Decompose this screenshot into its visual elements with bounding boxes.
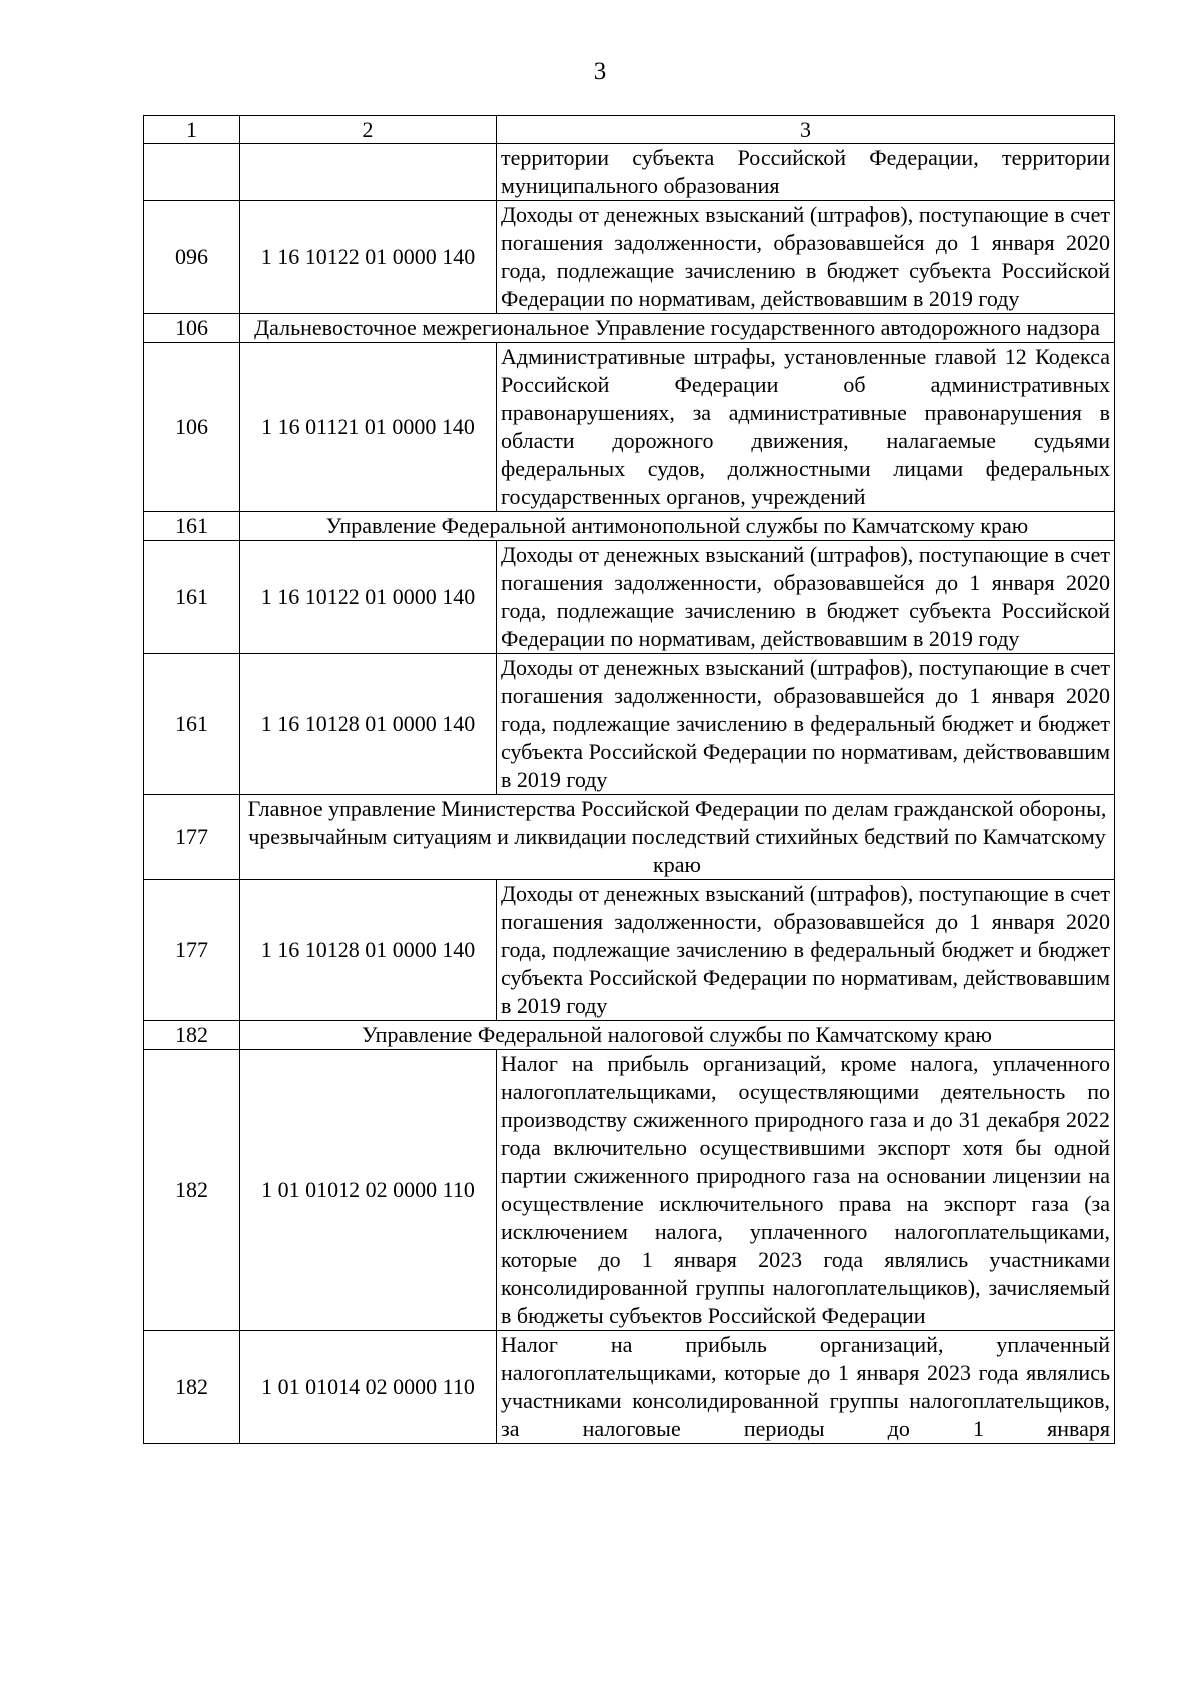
revenue-description-cell: территории субъекта Российской Федерации, территории муниципального образования bbox=[497, 144, 1115, 201]
admin-code-cell bbox=[144, 144, 240, 201]
administrator-name-cell: Управление Федеральной налоговой службы по Камчатскому краю bbox=[240, 1021, 1115, 1050]
table-row bbox=[144, 201, 1115, 314]
header-col-3: 3 bbox=[497, 116, 1115, 144]
admin-code-cell: 161 bbox=[144, 512, 240, 541]
revenue-code-cell: 1 16 10128 01 0000 140 bbox=[240, 880, 497, 1021]
administrator-name-cell: Управление Федеральной антимонопольной службы по Камчатскому краю bbox=[240, 512, 1115, 541]
revenue-description-cell: Доходы от денежных взысканий (штрафов), поступающие в счет погашения задолженности, образовавшейся до 1 января 2020 года, подлежащие зачислению в федеральный бюджет и бюджет субъекта Российской Федерации по нормативам, действовавшим в 2019 году bbox=[497, 654, 1115, 795]
header-col-2: 2 bbox=[240, 116, 497, 144]
table-header-row bbox=[144, 116, 1115, 144]
header-col-1: 1 bbox=[144, 116, 240, 144]
revenue-codes-table bbox=[143, 115, 1115, 1444]
revenue-description-cell: Административные штрафы, установленные главой 12 Кодекса Российской Федерации об административных правонарушениях, за административные правонарушения в области дорожного движения, налагаемые судьями федеральных судов, должностными лицами федеральных государственных органов, учреждений bbox=[497, 343, 1115, 512]
revenue-description-cell: Доходы от денежных взысканий (штрафов), поступающие в счет погашения задолженности, образовавшейся до 1 января 2020 года, подлежащие зачислению в федеральный бюджет и бюджет субъекта Российской Федерации по нормативам, действовавшим в 2019 году bbox=[497, 880, 1115, 1021]
revenue-description-cell: Налог на прибыль организаций, кроме налога, уплаченного налогоплательщиками, осуществляющими деятельность по производству сжиженного природного газа и до 31 декабря 2022 года включительно осуществившими экспорт хотя бы одной партии сжиженного природного газа на основании лицензии на осуществление исключительного права на экспорт газа (за исключением налога, уплаченного налогоплательщиками, которые до 1 января 2023 года являлись участниками консолидированной группы налогоплательщиков), зачисляемый в бюджеты субъектов Российской Федерации bbox=[497, 1050, 1115, 1331]
revenue-code-cell: 1 16 10122 01 0000 140 bbox=[240, 201, 497, 314]
revenue-code-cell: 1 01 01014 02 0000 110 bbox=[240, 1331, 497, 1444]
table-row bbox=[144, 1331, 1115, 1444]
admin-code-cell: 106 bbox=[144, 343, 240, 512]
revenue-description-cell: Доходы от денежных взысканий (штрафов), поступающие в счет погашения задолженности, образовавшейся до 1 января 2020 года, подлежащие зачислению в бюджет субъекта Российской Федерации по нормативам, действовавшим в 2019 году bbox=[497, 541, 1115, 654]
table-row bbox=[144, 343, 1115, 512]
table-group-row bbox=[144, 795, 1115, 880]
revenue-description-cell: Доходы от денежных взысканий (штрафов), поступающие в счет погашения задолженности, образовавшейся до 1 января 2020 года, подлежащие зачислению в бюджет субъекта Российской Федерации по нормативам, действовавшим в 2019 году bbox=[497, 201, 1115, 314]
admin-code-cell: 177 bbox=[144, 795, 240, 880]
admin-code-cell: 161 bbox=[144, 541, 240, 654]
table-group-row bbox=[144, 314, 1115, 343]
revenue-code-cell: 1 01 01012 02 0000 110 bbox=[240, 1050, 497, 1331]
admin-code-cell: 182 bbox=[144, 1331, 240, 1444]
admin-code-cell: 096 bbox=[144, 201, 240, 314]
admin-code-cell: 182 bbox=[144, 1050, 240, 1331]
table-row bbox=[144, 880, 1115, 1021]
table-row bbox=[144, 541, 1115, 654]
table-row bbox=[144, 654, 1115, 795]
admin-code-cell: 177 bbox=[144, 880, 240, 1021]
administrator-name-cell: Дальневосточное межрегиональное Управление государственного автодорожного надзора bbox=[240, 314, 1115, 343]
revenue-code-cell: 1 16 10122 01 0000 140 bbox=[240, 541, 497, 654]
table-group-row bbox=[144, 512, 1115, 541]
revenue-description-cell: Налог на прибыль организаций, уплаченный налогоплательщиками, которые до 1 января 2023 года являлись участниками консолидированной группы налогоплательщиков, за налоговые периоды до 1 января bbox=[497, 1331, 1115, 1444]
admin-code-cell: 106 bbox=[144, 314, 240, 343]
revenue-code-cell: 1 16 10128 01 0000 140 bbox=[240, 654, 497, 795]
table-row bbox=[144, 1050, 1115, 1331]
table-row bbox=[144, 144, 1115, 201]
administrator-name-cell: Главное управление Министерства Российской Федерации по делам гражданской обороны, чрезвычайным ситуациям и ликвидации последствий стихийных бедствий по Камчатскому краю bbox=[240, 795, 1115, 880]
admin-code-cell: 161 bbox=[144, 654, 240, 795]
admin-code-cell: 182 bbox=[144, 1021, 240, 1050]
revenue-code-cell bbox=[240, 144, 497, 201]
table-group-row bbox=[144, 1021, 1115, 1050]
revenue-code-cell: 1 16 01121 01 0000 140 bbox=[240, 343, 497, 512]
page-number: 3 bbox=[593, 58, 607, 85]
